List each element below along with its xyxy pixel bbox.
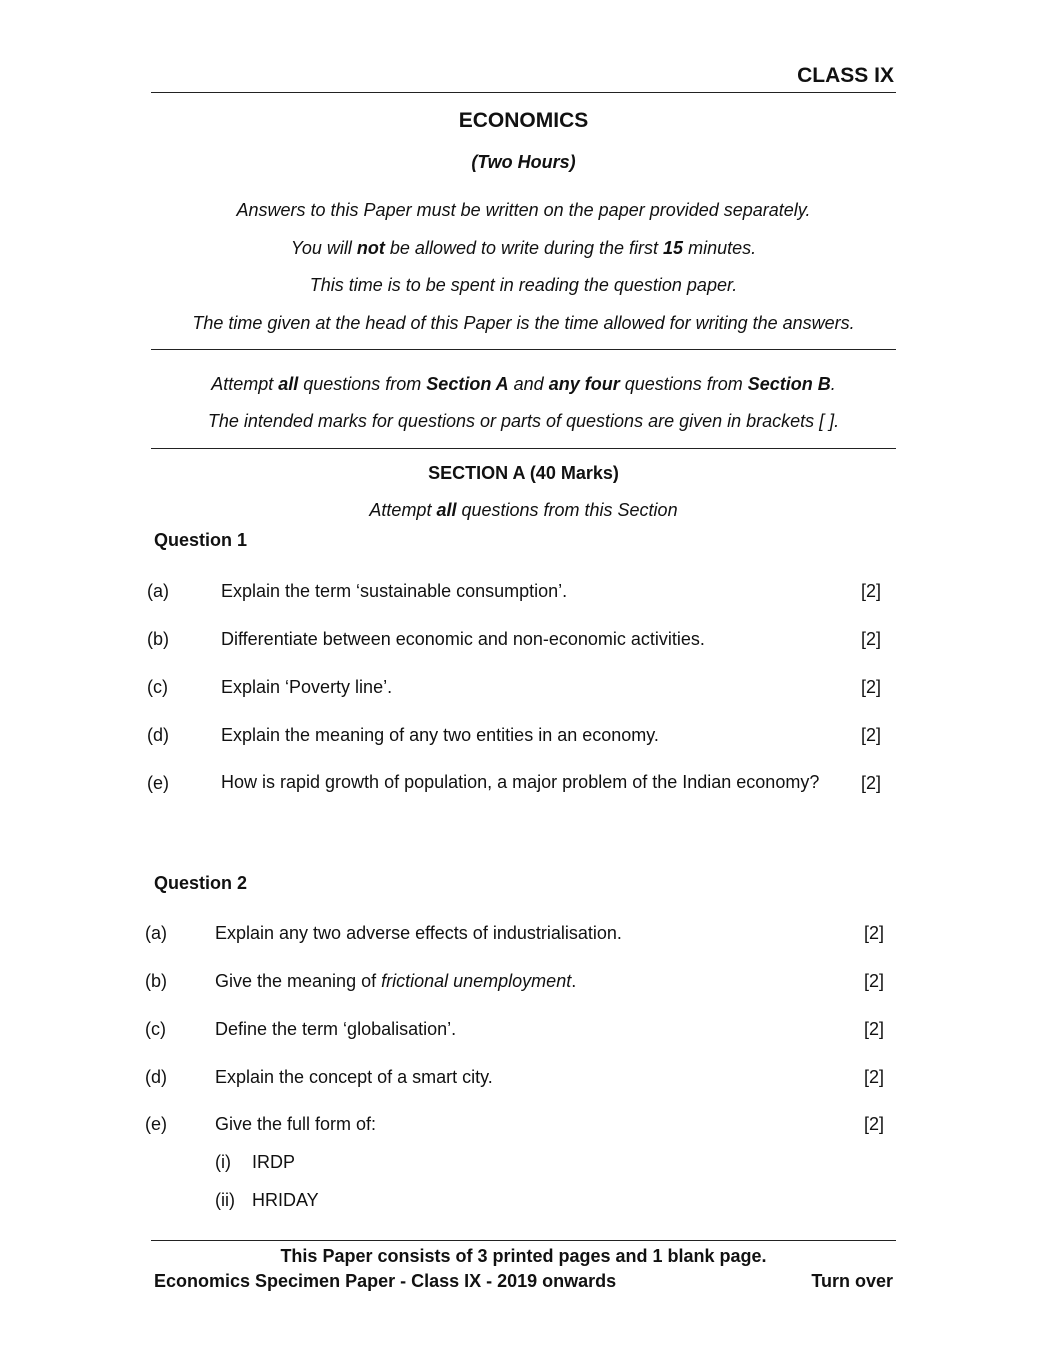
q1-c-label: (c) bbox=[147, 677, 168, 697]
section-a-title: SECTION A (40 Marks) bbox=[428, 463, 619, 483]
instruction-line-2-post: minutes. bbox=[683, 238, 757, 258]
q2-c-label: (c) bbox=[145, 1019, 166, 1039]
q2-d-marks: [2] bbox=[864, 1067, 885, 1087]
q1-e-label: (e) bbox=[147, 773, 169, 793]
q2-a-text: Explain any two adverse effects of industrialisation. bbox=[215, 923, 622, 943]
q2-b-label: (b) bbox=[145, 971, 167, 991]
instruction-line-2 bbox=[151, 238, 896, 259]
instruction-line-3: This time is to be spent in reading the question paper. bbox=[309, 275, 738, 295]
q2-b-text bbox=[215, 971, 576, 992]
q1-d-label: (d) bbox=[147, 725, 169, 745]
pages-note: This Paper consists of 3 printed pages and 1 blank page. bbox=[280, 1246, 767, 1266]
q2-b-text-term: frictional unemployment bbox=[381, 971, 572, 991]
instruction-line-2-mid: be allowed to write during the first bbox=[384, 238, 664, 258]
q2-e-i-text: IRDP bbox=[252, 1152, 296, 1172]
instruction-line-1: Answers to this Paper must be written on the paper provided separately. bbox=[236, 200, 811, 220]
instructions-rule bbox=[151, 349, 896, 350]
q2-e-i-label: (i) bbox=[215, 1152, 231, 1172]
q1-b-marks: [2] bbox=[861, 629, 882, 649]
instruction-not: not bbox=[356, 238, 385, 258]
q2-a-label: (a) bbox=[145, 923, 167, 943]
section-a-sub-pre: Attempt bbox=[369, 500, 437, 520]
attempt-line bbox=[151, 374, 896, 395]
q1-e-text: How is rapid growth of population, a major problem of the Indian economy? bbox=[221, 772, 820, 792]
attempt-section-a: Section A bbox=[426, 374, 509, 394]
instruction-line-2-pre: You will bbox=[290, 238, 357, 258]
q1-e-marks: [2] bbox=[861, 773, 882, 793]
attempt-pre: Attempt bbox=[211, 374, 279, 394]
section-a-sub-all: all bbox=[436, 500, 457, 520]
q2-a-marks: [2] bbox=[864, 923, 885, 943]
q1-c-marks: [2] bbox=[861, 677, 882, 697]
q1-a-label: (a) bbox=[147, 581, 169, 601]
question-2-heading: Question 2 bbox=[154, 873, 248, 893]
turn-over: Turn over bbox=[811, 1271, 893, 1291]
section-a-subtitle bbox=[151, 500, 896, 521]
q2-e-label: (e) bbox=[145, 1114, 167, 1134]
q1-b-label: (b) bbox=[147, 629, 169, 649]
subject-title: ECONOMICS bbox=[458, 109, 589, 132]
q2-e-text: Give the full form of: bbox=[215, 1114, 377, 1134]
header-rule bbox=[151, 92, 896, 93]
instruction-line-4: The time given at the head of this Paper is the time allowed for writing the answers. bbox=[192, 313, 855, 333]
attempt-all: all bbox=[278, 374, 299, 394]
q2-b-marks: [2] bbox=[864, 971, 885, 991]
q2-e-marks: [2] bbox=[864, 1114, 885, 1134]
question-1-heading: Question 1 bbox=[154, 530, 248, 550]
q1-d-text: Explain the meaning of any two entities in an economy. bbox=[221, 725, 659, 745]
q2-c-text: Define the term ‘globalisation’. bbox=[215, 1019, 457, 1039]
footer-left: Economics Specimen Paper - Class IX - 2019 onwards bbox=[154, 1271, 617, 1291]
class-label: CLASS IX bbox=[797, 64, 894, 87]
q2-b-text-pre: Give the meaning of bbox=[215, 971, 382, 991]
attempt-section-b: Section B bbox=[747, 374, 831, 394]
attempt-mid3: questions from bbox=[619, 374, 748, 394]
q2-b-text-post: . bbox=[571, 971, 577, 991]
q1-a-text: Explain the term ‘sustainable consumption’. bbox=[221, 581, 568, 601]
marks-note: The intended marks for questions or parts of questions are given in brackets [ ]. bbox=[207, 411, 840, 431]
q2-e-ii-text: HRIDAY bbox=[252, 1190, 319, 1210]
q1-b-text: Differentiate between economic and non-economic activities. bbox=[221, 629, 705, 649]
attempt-rule bbox=[151, 448, 896, 449]
q1-a-marks: [2] bbox=[861, 581, 882, 601]
q2-c-marks: [2] bbox=[864, 1019, 885, 1039]
q2-e-ii-label: (ii) bbox=[215, 1190, 235, 1210]
duration: (Two Hours) bbox=[471, 152, 576, 172]
attempt-any-four: any four bbox=[548, 374, 620, 394]
footer-rule bbox=[151, 1240, 896, 1241]
q1-c-text: Explain ‘Poverty line’. bbox=[221, 677, 393, 697]
instruction-minutes: 15 bbox=[663, 238, 684, 258]
q2-d-label: (d) bbox=[145, 1067, 167, 1087]
attempt-mid2: and bbox=[508, 374, 549, 394]
attempt-mid1: questions from bbox=[298, 374, 427, 394]
q1-d-marks: [2] bbox=[861, 725, 882, 745]
attempt-post: . bbox=[830, 374, 836, 394]
section-a-sub-post: questions from this Section bbox=[456, 500, 678, 520]
q2-d-text: Explain the concept of a smart city. bbox=[215, 1067, 493, 1087]
